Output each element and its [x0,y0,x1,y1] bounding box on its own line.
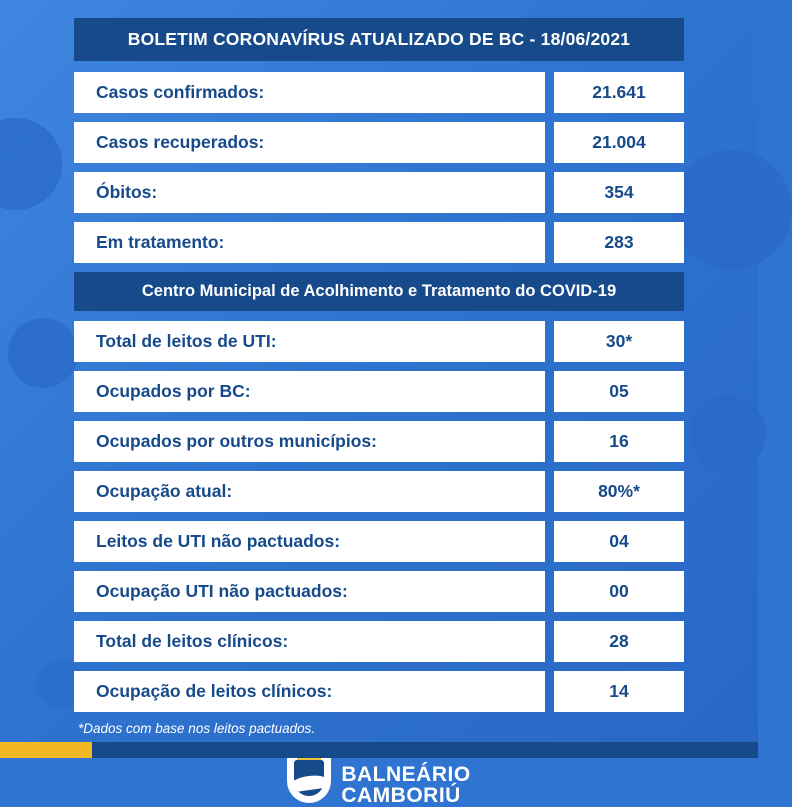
table-row [74,172,684,213]
stat-value: 28 [554,621,684,662]
stat-value: 354 [554,172,684,213]
stat-value: 21.004 [554,122,684,163]
table-row [74,521,684,562]
stat-value: 14 [554,671,684,712]
table-row [74,571,684,612]
main-stats-table [74,72,684,263]
table-row [74,222,684,263]
stat-value: 00 [554,571,684,612]
strip-accent-yellow [0,742,92,758]
footnote: *Dados com base nos leitos pactuados. [78,721,316,736]
stat-label: Ocupados por outros municípios: [74,421,545,462]
stat-label: Casos confirmados: [74,72,545,113]
table-row [74,471,684,512]
stat-value: 04 [554,521,684,562]
coat-of-arms-icon [287,753,331,803]
city-hall-logo [74,750,684,806]
stat-value: 283 [554,222,684,263]
logo-city-line1: BALNEÁRIO [341,763,471,786]
stat-label: Total de leitos de UTI: [74,321,545,362]
stat-value: 80%* [554,471,684,512]
shield-icon [294,760,324,796]
section-title: Centro Municipal de Acolhimento e Tratamento do COVID-19 [74,272,684,311]
stat-label: Em tratamento: [74,222,545,263]
stat-value: 05 [554,371,684,412]
stat-value: 16 [554,421,684,462]
table-row [74,621,684,662]
table-row [74,72,684,113]
stat-label: Ocupação UTI não pactuados: [74,571,545,612]
logo-city-line2: CAMBORIÚ [341,784,461,807]
table-row [74,421,684,462]
page-title: BOLETIM CORONAVÍRUS ATUALIZADO DE BC - 18/06/2021 [74,18,684,61]
bottom-strip [0,742,758,758]
stat-label: Ocupação atual: [74,471,545,512]
stat-label: Ocupação de leitos clínicos: [74,671,545,712]
stat-label: Leitos de UTI não pactuados: [74,521,545,562]
stat-label: Total de leitos clínicos: [74,621,545,662]
table-row [74,321,684,362]
center-stats-table [74,321,684,712]
strip-accent-blue [92,742,758,758]
stat-value: 30* [554,321,684,362]
stat-label: Ocupados por BC: [74,371,545,412]
table-row [74,371,684,412]
stat-value: 21.641 [554,72,684,113]
table-row [74,122,684,163]
stat-label: Casos recuperados: [74,122,545,163]
stat-label: Óbitos: [74,172,545,213]
logo-text [341,750,470,806]
table-row [74,671,684,712]
